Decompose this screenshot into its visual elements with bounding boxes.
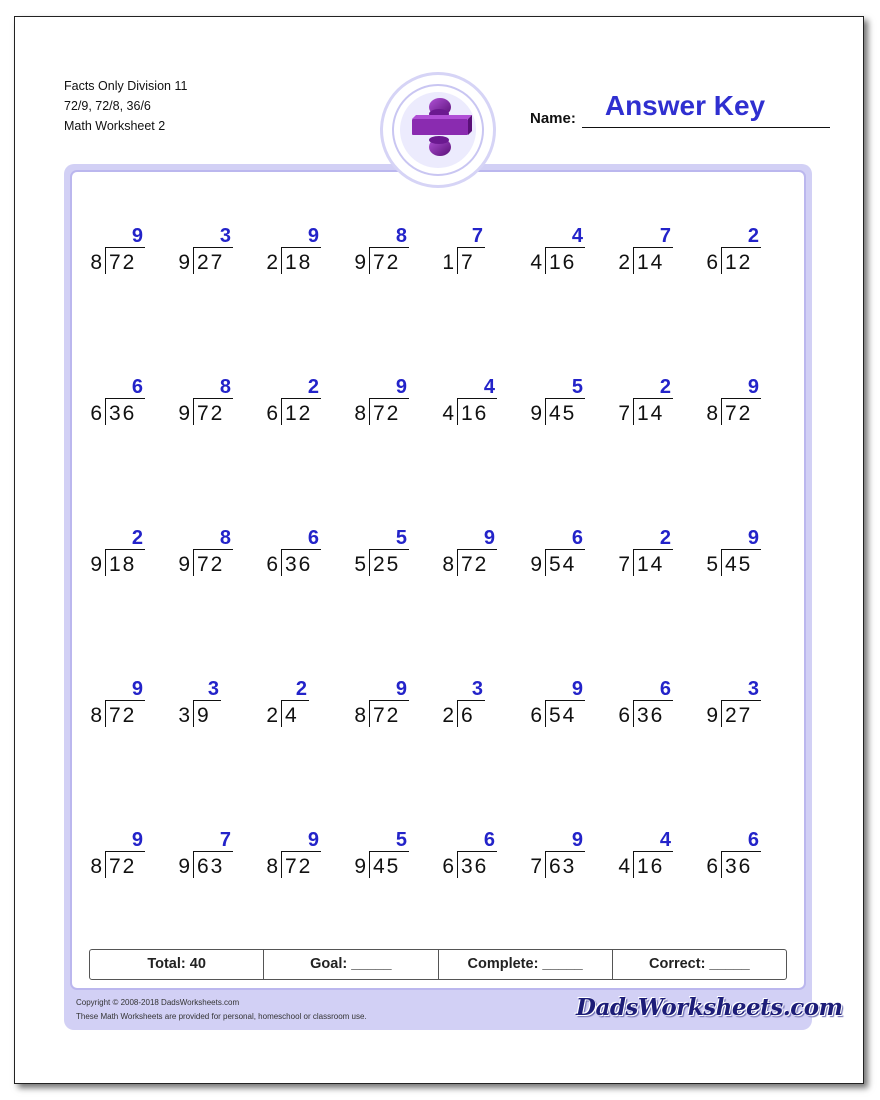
division-bracket	[193, 550, 194, 576]
division-bar-line	[281, 851, 321, 852]
division-bar-line	[633, 247, 673, 248]
division-bracket	[545, 852, 546, 878]
division-bracket	[193, 852, 194, 878]
division-bar-line	[457, 247, 485, 248]
division-problem	[616, 377, 686, 427]
division-bracket	[369, 550, 370, 576]
division-bracket	[633, 550, 634, 576]
division-bracket	[105, 701, 106, 727]
dividend: 12	[725, 251, 753, 274]
division-bar-line	[721, 247, 761, 248]
dividend: 63	[197, 855, 225, 878]
dividend: 54	[549, 553, 577, 576]
divisor: 9	[178, 553, 190, 576]
dividend: 14	[637, 251, 665, 274]
division-problem	[528, 830, 598, 880]
division-bracket	[369, 701, 370, 727]
division-bracket	[457, 550, 458, 576]
division-bracket	[457, 248, 458, 274]
dividend: 16	[461, 402, 489, 425]
quotient-answer: 9	[747, 527, 759, 549]
divisor: 8	[706, 402, 718, 425]
division-bar-line	[633, 549, 673, 550]
division-bar-line	[369, 549, 409, 550]
division-bracket	[721, 701, 722, 727]
division-problem	[440, 679, 510, 729]
worksheet-subtitle: 72/9, 72/8, 36/6	[64, 99, 151, 113]
division-bracket	[545, 248, 546, 274]
divisor: 8	[90, 704, 102, 727]
quotient-answer: 2	[131, 527, 143, 549]
division-problem	[264, 377, 334, 427]
dividend: 72	[285, 855, 313, 878]
division-bracket	[633, 248, 634, 274]
quotient-answer: 6	[307, 527, 319, 549]
division-problem	[440, 226, 510, 276]
goal-cell: Goal: _____	[264, 950, 438, 979]
dividend: 36	[637, 704, 665, 727]
division-bracket	[193, 399, 194, 425]
division-problem	[616, 679, 686, 729]
divisor: 2	[266, 251, 278, 274]
division-bar-line	[633, 398, 673, 399]
division-problem	[528, 528, 598, 578]
division-problem	[528, 226, 598, 276]
divisor: 9	[354, 251, 366, 274]
brand-logo: DadsWorksheets.com	[576, 994, 843, 1021]
division-problem	[352, 679, 422, 729]
division-bracket	[369, 248, 370, 274]
division-bar-line	[281, 700, 309, 701]
division-bracket	[105, 248, 106, 274]
division-bar-line	[545, 549, 585, 550]
quotient-answer: 9	[571, 829, 583, 851]
divisor: 8	[442, 553, 454, 576]
dividend: 72	[197, 553, 225, 576]
division-problem	[440, 830, 510, 880]
division-problem	[704, 679, 774, 729]
dividend: 9	[197, 704, 211, 727]
dividend: 72	[109, 704, 137, 727]
division-bracket	[193, 248, 194, 274]
division-bar-line	[721, 700, 761, 701]
quotient-answer: 4	[659, 829, 671, 851]
dividend: 72	[197, 402, 225, 425]
division-symbol-icon	[400, 92, 476, 168]
division-problem	[528, 679, 598, 729]
divisor: 9	[530, 402, 542, 425]
division-problem	[616, 830, 686, 880]
division-problem	[264, 679, 334, 729]
divisor: 7	[618, 402, 630, 425]
dividend: 7	[461, 251, 475, 274]
dividend: 6	[461, 704, 475, 727]
dividend: 72	[109, 251, 137, 274]
division-problem	[88, 226, 158, 276]
quotient-answer: 9	[131, 829, 143, 851]
division-problem	[704, 377, 774, 427]
divisor: 2	[618, 251, 630, 274]
divisor: 8	[354, 402, 366, 425]
division-bar-line	[193, 549, 233, 550]
dividend: 72	[373, 402, 401, 425]
quotient-answer: 7	[471, 225, 483, 247]
dividend: 18	[285, 251, 313, 274]
dividend: 27	[197, 251, 225, 274]
dividend: 36	[725, 855, 753, 878]
divisor: 6	[266, 553, 278, 576]
division-problem	[88, 377, 158, 427]
divisor: 8	[354, 704, 366, 727]
quotient-answer: 2	[295, 678, 307, 700]
division-bracket	[457, 399, 458, 425]
dividend: 25	[373, 553, 401, 576]
division-bar-top	[412, 115, 472, 119]
dividend: 45	[373, 855, 401, 878]
divisor: 4	[442, 402, 454, 425]
score-box	[89, 949, 787, 980]
division-bracket	[633, 399, 634, 425]
dividend: 36	[461, 855, 489, 878]
quotient-answer: 3	[471, 678, 483, 700]
dividend: 36	[285, 553, 313, 576]
division-bracket	[105, 550, 106, 576]
quotient-answer: 2	[659, 527, 671, 549]
quotient-answer: 7	[219, 829, 231, 851]
division-bracket	[545, 550, 546, 576]
division-bracket	[281, 248, 282, 274]
division-bar-line	[457, 549, 497, 550]
division-bracket	[369, 399, 370, 425]
division-bracket	[369, 852, 370, 878]
dividend: 16	[549, 251, 577, 274]
quotient-answer: 8	[219, 376, 231, 398]
division-bar-line	[457, 851, 497, 852]
dividend: 27	[725, 704, 753, 727]
quotient-answer: 3	[207, 678, 219, 700]
division-bracket	[105, 852, 106, 878]
divisor: 6	[530, 704, 542, 727]
quotient-answer: 6	[659, 678, 671, 700]
correct-cell: Correct: _____	[649, 956, 750, 972]
division-problem	[176, 528, 246, 578]
divisor: 9	[90, 553, 102, 576]
division-bar-line	[281, 398, 321, 399]
division-problem	[440, 528, 510, 578]
dividend: 72	[373, 251, 401, 274]
division-problem	[264, 830, 334, 880]
divisor: 2	[266, 704, 278, 727]
division-problem	[88, 679, 158, 729]
division-problem	[352, 377, 422, 427]
quotient-answer: 9	[131, 678, 143, 700]
division-bar-line	[633, 700, 673, 701]
quotient-answer: 5	[395, 527, 407, 549]
division-bracket	[721, 248, 722, 274]
division-problem	[176, 679, 246, 729]
worksheet-number: Math Worksheet 2	[64, 119, 166, 133]
division-problem	[704, 226, 774, 276]
divisor: 9	[178, 402, 190, 425]
division-bar-line	[281, 549, 321, 550]
divisor: 8	[90, 251, 102, 274]
divisor: 9	[530, 553, 542, 576]
division-bar-line	[105, 851, 145, 852]
divisor: 9	[354, 855, 366, 878]
division-dot-bottom-shadow	[429, 136, 449, 144]
quotient-answer: 5	[571, 376, 583, 398]
divisor: 6	[442, 855, 454, 878]
division-bar-line	[105, 700, 145, 701]
division-bracket	[633, 701, 634, 727]
division-bar-line	[545, 851, 585, 852]
divisor: 8	[90, 855, 102, 878]
quotient-answer: 9	[483, 527, 495, 549]
division-problem	[176, 226, 246, 276]
divisor: 9	[178, 251, 190, 274]
dividend: 16	[637, 855, 665, 878]
divisor: 9	[706, 704, 718, 727]
divisor: 5	[706, 553, 718, 576]
division-bracket	[545, 399, 546, 425]
division-bar-line	[193, 398, 233, 399]
division-bracket	[281, 852, 282, 878]
division-bar-line	[721, 398, 761, 399]
division-problem	[352, 528, 422, 578]
division-bar-line	[545, 700, 585, 701]
divisor: 5	[354, 553, 366, 576]
division-bar-line	[369, 247, 409, 248]
divisor: 7	[618, 553, 630, 576]
division-bracket	[281, 550, 282, 576]
quotient-answer: 4	[571, 225, 583, 247]
quotient-answer: 2	[307, 376, 319, 398]
division-badge-center	[400, 92, 476, 168]
divisor: 6	[706, 251, 718, 274]
quotient-answer: 6	[571, 527, 583, 549]
division-problem	[88, 830, 158, 880]
division-bracket	[281, 399, 282, 425]
division-problem	[88, 528, 158, 578]
division-problem	[616, 528, 686, 578]
quotient-answer: 9	[395, 376, 407, 398]
division-bracket	[457, 852, 458, 878]
quotient-answer: 9	[307, 225, 319, 247]
divisor: 4	[618, 855, 630, 878]
quotient-answer: 6	[131, 376, 143, 398]
total-cell: Total: 40	[90, 950, 264, 979]
division-problem	[704, 528, 774, 578]
division-bar-line	[105, 247, 145, 248]
division-bar-line	[545, 247, 585, 248]
quotient-answer: 2	[659, 376, 671, 398]
division-bracket	[545, 701, 546, 727]
dividend: 72	[461, 553, 489, 576]
quotient-answer: 7	[659, 225, 671, 247]
divisor: 7	[530, 855, 542, 878]
division-bar-line	[193, 851, 233, 852]
division-bar-line	[721, 549, 761, 550]
quotient-answer: 9	[747, 376, 759, 398]
division-bar-line	[281, 247, 321, 248]
answer-key-label: Answer Key	[604, 90, 766, 121]
dividend: 45	[725, 553, 753, 576]
divisor: 6	[90, 402, 102, 425]
division-problem	[352, 226, 422, 276]
quotient-answer: 5	[395, 829, 407, 851]
division-bar-line	[105, 549, 145, 550]
division-bracket	[721, 852, 722, 878]
division-bar-line	[457, 700, 485, 701]
divisor: 6	[266, 402, 278, 425]
division-problem	[616, 226, 686, 276]
dividend: 18	[109, 553, 137, 576]
dividend: 72	[373, 704, 401, 727]
division-problem	[704, 830, 774, 880]
quotient-answer: 9	[307, 829, 319, 851]
quotient-answer: 8	[219, 527, 231, 549]
division-bar-line	[369, 398, 409, 399]
name-line	[582, 127, 830, 128]
divisor: 2	[442, 704, 454, 727]
divisor: 1	[442, 251, 454, 274]
division-problem	[528, 377, 598, 427]
dividend: 4	[285, 704, 299, 727]
quotient-answer: 2	[747, 225, 759, 247]
dividend: 72	[109, 855, 137, 878]
quotient-answer: 9	[571, 678, 583, 700]
divisor: 3	[178, 704, 190, 727]
dividend: 36	[109, 402, 137, 425]
complete-cell: Complete: _____	[439, 950, 613, 979]
copyright-text: Copyright © 2008-2018 DadsWorksheets.com	[76, 998, 240, 1007]
dividend: 14	[637, 553, 665, 576]
quotient-answer: 9	[395, 678, 407, 700]
division-problem	[176, 830, 246, 880]
dividend: 12	[285, 402, 313, 425]
division-bracket	[457, 701, 458, 727]
problem-frame	[64, 164, 843, 1030]
division-bar-line	[633, 851, 673, 852]
division-bar-line	[369, 851, 409, 852]
division-problem	[264, 528, 334, 578]
divisor: 6	[618, 704, 630, 727]
division-bracket	[105, 399, 106, 425]
division-bar-line	[721, 851, 761, 852]
quotient-answer: 6	[483, 829, 495, 851]
division-bracket	[721, 399, 722, 425]
division-bar-line	[457, 398, 497, 399]
division-bracket	[193, 701, 194, 727]
divisor: 4	[530, 251, 542, 274]
division-bracket	[633, 852, 634, 878]
division-bracket	[721, 550, 722, 576]
divisor: 6	[706, 855, 718, 878]
division-problem	[440, 377, 510, 427]
dividend: 72	[725, 402, 753, 425]
division-bar-line	[105, 398, 145, 399]
division-bar-line	[369, 700, 409, 701]
division-badge	[380, 72, 496, 188]
dividend: 45	[549, 402, 577, 425]
usage-notice: These Math Worksheets are provided for personal, homeschool or classroom use.	[76, 1012, 367, 1021]
worksheet-title: Facts Only Division 11	[64, 79, 188, 93]
dividend: 14	[637, 402, 665, 425]
division-bar-line	[545, 398, 585, 399]
division-bar	[412, 119, 468, 135]
quotient-answer: 6	[747, 829, 759, 851]
division-bar-line	[193, 700, 221, 701]
quotient-answer: 3	[219, 225, 231, 247]
name-label: Name:	[530, 110, 576, 127]
division-problem	[264, 226, 334, 276]
quotient-answer: 8	[395, 225, 407, 247]
divisor: 8	[266, 855, 278, 878]
dividend: 54	[549, 704, 577, 727]
quotient-answer: 9	[131, 225, 143, 247]
divisor: 9	[178, 855, 190, 878]
division-problem	[352, 830, 422, 880]
division-bracket	[281, 701, 282, 727]
quotient-answer: 4	[483, 376, 495, 398]
division-bar-line	[193, 247, 233, 248]
division-badge-ring	[392, 84, 484, 176]
dividend: 63	[549, 855, 577, 878]
division-problem	[176, 377, 246, 427]
quotient-answer: 3	[747, 678, 759, 700]
